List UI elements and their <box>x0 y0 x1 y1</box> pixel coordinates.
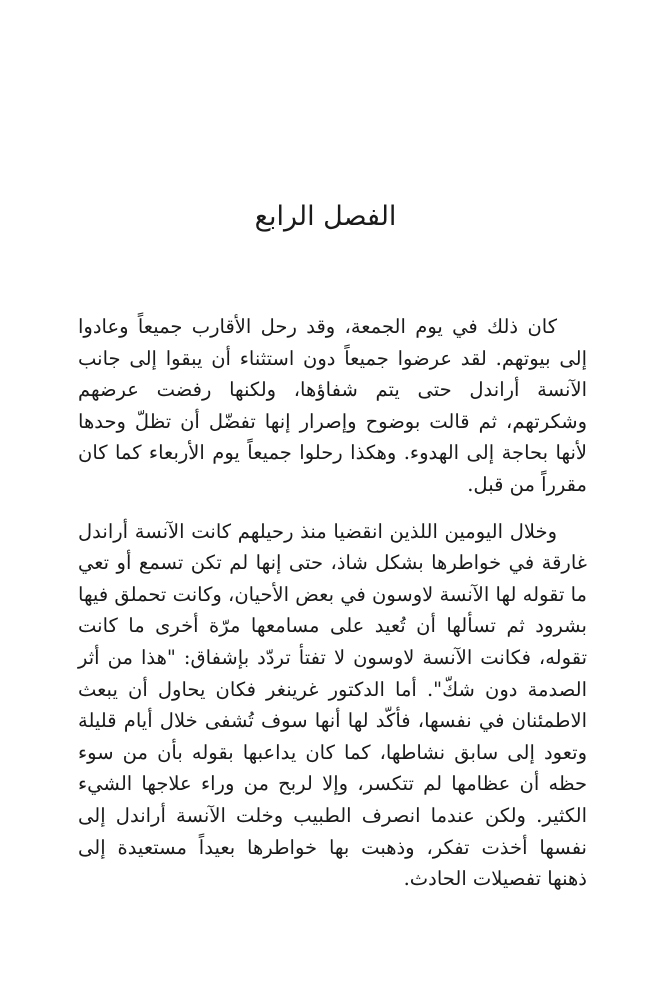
paragraph-1: كان ذلك في يوم الجمعة، وقد رحل الأقارب جميعاً وعادوا إلى بيوتهم. لقد عرضوا جميعاً دون استثناء أن يبقوا إلى جانب الآنسة أراندل حتى يتم شفاؤها، ولكنها رفضت عرضهم وشكرتهم، ثم قالت بوضوح وإصرار إنها تفضّل أن تظلّ وحدها لأنها بحاجة إلى الهدوء. وهكذا رحلوا جميعاً يوم الأربعاء كما كان مقرراً من قبل. <box>78 315 587 496</box>
chapter-body <box>78 311 587 895</box>
chapter-title: الفصل الرابع <box>254 201 397 232</box>
paragraph-2: وخلال اليومين اللذين انقضيا منذ رحيلهم كانت الآنسة أراندل غارقة في خواطرها بشكل شاذ، حتى إنها لم تكن تسمع أو تعي ما تقوله لها الآنسة لاوسون في بعض الأحيان، وكانت تحملق فيها بشرود ثم تسألها أن تُعيد على مسامعها مرّة أخرى ما كانت تقوله، فكانت الآنسة لاوسون لا تفتأ تردّد بإشفاق: "هذا من أثر الصدمة دون شكّ". أما الدكتور غرينغر فكان يحاول أن يبعث الاطمئنان في نفسها، فأكّد لها أنها سوف تُشفى خلال أيام قليلة وتعود إلى سابق نشاطها، كما كان يداعبها بقوله بأن من سوء حظه أن عظامها لم تتكسر، وإلا لربح من وراء علاجها الشيء الكثير. ولكن عندما انصرف الطبيب وخلت الآنسة أراندل إلى نفسها أخذت تفكر، وذهبت بها خواطرها بعيداً مستعيدة إلى ذهنها تفصيلات الحادث. <box>78 519 587 891</box>
